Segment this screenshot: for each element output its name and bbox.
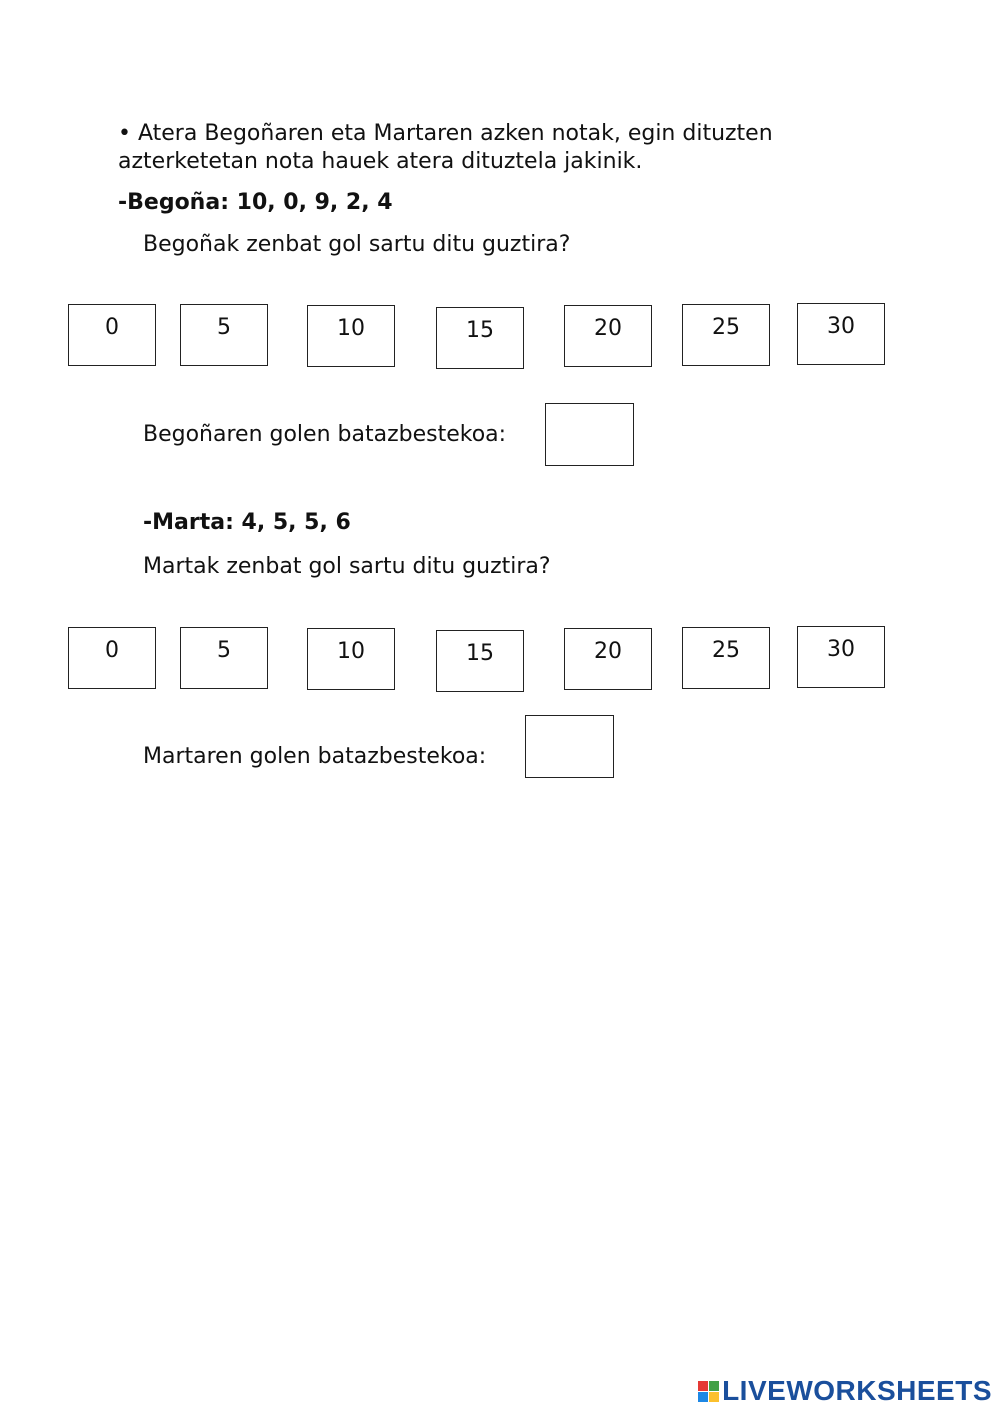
marta-option-15[interactable]: 15 (436, 630, 524, 692)
instruction-line-2: azterketetan nota hauek atera dituztela jakinik. (118, 149, 643, 174)
begona-option-10[interactable]: 10 (307, 305, 395, 367)
logo-square-3 (698, 1392, 708, 1402)
begona-heading: -Begoña: 10, 0, 9, 2, 4 (118, 190, 393, 215)
marta-option-0[interactable]: 0 (68, 627, 156, 689)
begona-option-30[interactable]: 30 (797, 303, 885, 365)
begona-question: Begoñak zenbat gol sartu ditu guztira? (143, 232, 571, 257)
begona-option-5[interactable]: 5 (180, 304, 268, 366)
logo-square-2 (709, 1381, 719, 1391)
instruction-line-1: • Atera Begoñaren eta Martaren azken notak, egin dituzten (118, 121, 773, 146)
marta-average-label: Martaren golen batazbestekoa: (143, 744, 487, 769)
marta-option-10[interactable]: 10 (307, 628, 395, 690)
instructions (118, 120, 773, 176)
marta-option-25[interactable]: 25 (682, 627, 770, 689)
marta-option-30[interactable]: 30 (797, 626, 885, 688)
begona-option-15[interactable]: 15 (436, 307, 524, 369)
begona-option-25[interactable]: 25 (682, 304, 770, 366)
marta-option-20[interactable]: 20 (564, 628, 652, 690)
marta-average-input[interactable] (525, 715, 614, 778)
marta-heading: -Marta: 4, 5, 5, 6 (143, 510, 351, 535)
begona-average-input[interactable] (545, 403, 634, 466)
liveworksheets-logo (698, 1375, 992, 1407)
logo-square-1 (698, 1381, 708, 1391)
liveworksheets-logo-icon (698, 1381, 719, 1402)
begona-option-0[interactable]: 0 (68, 304, 156, 366)
begona-average-label: Begoñaren golen batazbestekoa: (143, 422, 507, 447)
logo-square-4 (709, 1392, 719, 1402)
marta-question: Martak zenbat gol sartu ditu guztira? (143, 554, 551, 579)
marta-option-5[interactable]: 5 (180, 627, 268, 689)
bullet: • (118, 121, 131, 146)
logo-text: LIVEWORKSHEETS (722, 1375, 992, 1406)
begona-option-20[interactable]: 20 (564, 305, 652, 367)
